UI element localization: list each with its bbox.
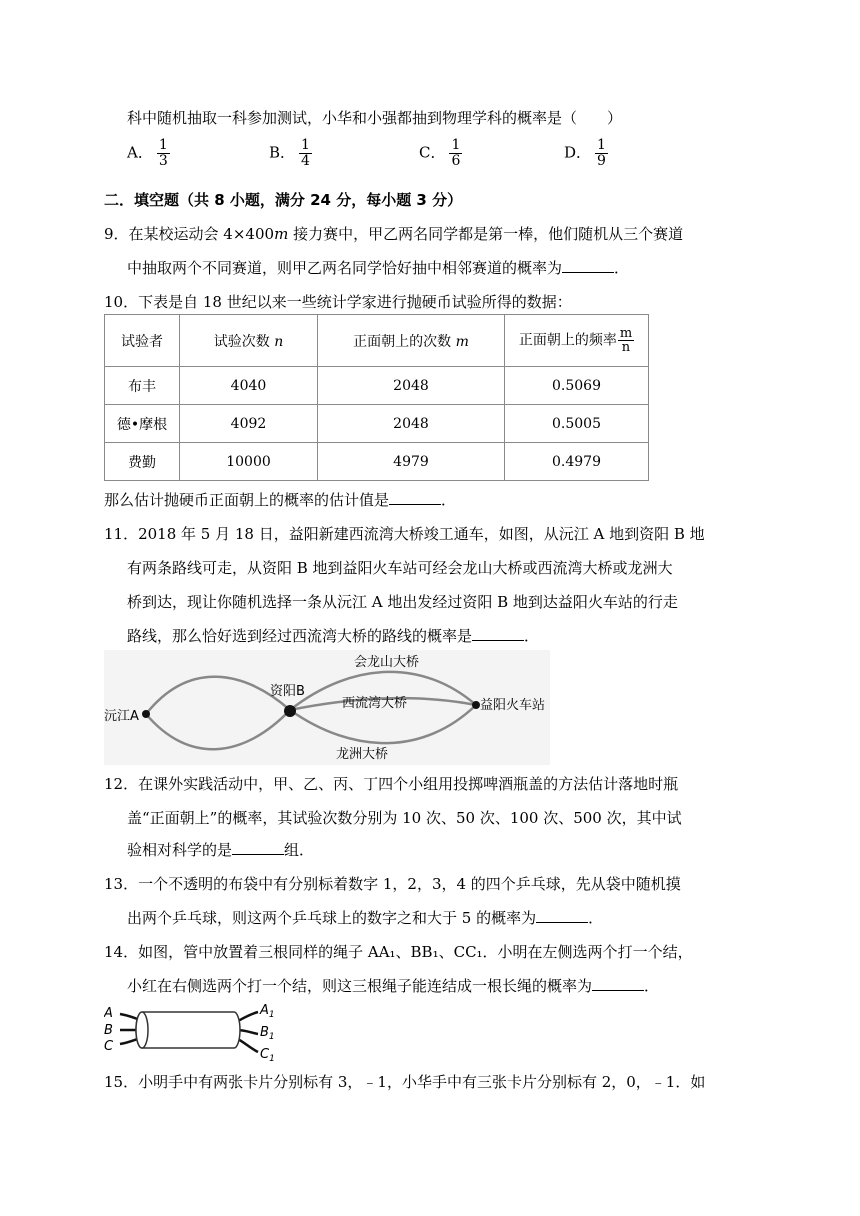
- label-a1: $A_1$: [260, 1003, 275, 1020]
- q13-line2: 出两个乒乓球，则这两个乒乓球上的数字之和大于 5 的概率为 ．: [127, 909, 604, 927]
- q12-line3: 验相对科学的是 组．: [127, 841, 315, 859]
- q11-line2: 有两条路线可走，从资阳 B 地到益阳火车站可经会龙山大桥或西流湾大桥或龙洲大: [127, 559, 673, 577]
- tube: [136, 1012, 240, 1048]
- table-row: 德•摩根 4092 2048 0.5005: [105, 405, 649, 443]
- option-fraction: $\frac{1}{3}$: [158, 137, 168, 169]
- label-b: B: [104, 1023, 113, 1038]
- answer-blank[interactable]: [232, 840, 284, 855]
- label-c: C: [104, 1039, 114, 1054]
- label-b: 资阳B: [270, 684, 305, 699]
- q15-line1: 15．小明手中有两张卡片分别标有 3，﹣1，小华手中有三张卡片分别标有 2，0，﹣1．如: [104, 1073, 706, 1091]
- route-diagram: [104, 650, 550, 765]
- answer-blank[interactable]: [562, 258, 614, 273]
- q8-text: 科中随机抽取一科参加测试，小华和小强都抽到物理学科的概率是（ ）: [127, 109, 623, 127]
- q11-line3: 桥到达，现让你随机选择一条从沅江 A 地出发经过资阳 B 地到达益阳火车站的行走: [127, 593, 678, 611]
- option-label: C．: [419, 143, 446, 162]
- header-trials: 试验次数 n: [180, 315, 318, 367]
- label-bridge-bot: 龙洲大桥: [336, 747, 389, 762]
- q14-line1: 14．如图，管中放置着三根同样的绳子 AA₁、BB₁、CC₁．小明在左侧选两个打一个结，: [104, 943, 693, 961]
- answer-blank[interactable]: [536, 908, 588, 923]
- option-label: A．: [127, 143, 153, 162]
- label-a: A: [104, 1006, 113, 1021]
- q9-line1: 9．在某校运动会 4×400m 接力赛中，甲乙两名同学都是第一棒，他们随机从三个赛道: [104, 225, 684, 243]
- header-experimenter: 试验者: [105, 315, 180, 367]
- q13-line1: 13．一个不透明的布袋中有分别标着数字 1，2，3，4 的四个乒乓球，先从袋中随机摸: [104, 875, 681, 893]
- header-heads: 正面朝上的次数 m: [318, 315, 505, 367]
- point-b: [284, 705, 296, 717]
- point-a: [142, 710, 150, 718]
- rope-tube-diagram: [104, 1000, 284, 1066]
- label-bridge-top: 会龙山大桥: [354, 655, 420, 670]
- section-title: 二．填空题（共 8 小题，满分 24 分，每小题 3 分）: [104, 191, 463, 209]
- q8-option-a: [127, 138, 170, 169]
- label-a: 沅江A: [104, 709, 139, 724]
- q8-option-d: [564, 138, 608, 169]
- q11-line4: 路线，那么恰好选到经过西流湾大桥的路线的概率是 ．: [127, 627, 540, 645]
- q10-intro: 10．下表是自 18 世纪以来一些统计学家进行抛硬币试验所得的数据：: [104, 293, 572, 311]
- label-station: 益阳火车站: [480, 698, 546, 713]
- q8-option-b: [269, 138, 312, 169]
- coin-toss-table: [104, 314, 649, 481]
- label-c1: $C_1$: [260, 1047, 275, 1064]
- q10-after: 那么估计抛硬币正面朝上的概率的估计值是 ．: [104, 491, 457, 509]
- label-b1: $B_1$: [260, 1025, 275, 1042]
- q8-option-c: [419, 138, 462, 169]
- q12-line2: 盖“正面朝上”的概率，其试验次数分别为 10 次、50 次、100 次、500 次，其中试: [127, 809, 682, 827]
- answer-blank[interactable]: [592, 976, 644, 991]
- q11-line1: 11．2018 年 5 月 18 日，益阳新建西流湾大桥竣工通车，如图，从沅江 A 地到资阳 B 地: [104, 525, 705, 543]
- option-fraction: $\frac{1}{9}$: [597, 137, 606, 169]
- q14-line2: 小红在右侧选两个打一个结，则这三根绳子能连结成一根长绳的概率为 ．: [127, 977, 660, 995]
- table-row: 费勤 10000 4979 0.4979: [105, 443, 649, 481]
- option-fraction: $\frac{1}{6}$: [451, 137, 461, 169]
- answer-blank[interactable]: [472, 626, 524, 641]
- header-frequency: 正面朝上的频率 $\frac{m}{n}$: [505, 315, 649, 367]
- option-label: D．: [564, 143, 592, 162]
- table-row: 布丰 4040 2048 0.5069: [105, 367, 649, 405]
- q9-line2: 中抽取两个不同赛道，则甲乙两名同学恰好抽中相邻赛道的概率为 ．: [127, 259, 630, 277]
- point-station: [472, 701, 480, 709]
- option-label: B．: [269, 143, 296, 162]
- answer-blank[interactable]: [389, 490, 441, 505]
- q12-line1: 12．在课外实践活动中，甲、乙、丙、丁四个小组用投掷啤酒瓶盖的方法估计落地时瓶: [104, 775, 679, 793]
- label-bridge-mid: 西流湾大桥: [342, 696, 408, 711]
- option-fraction: $\frac{1}{4}$: [301, 137, 310, 169]
